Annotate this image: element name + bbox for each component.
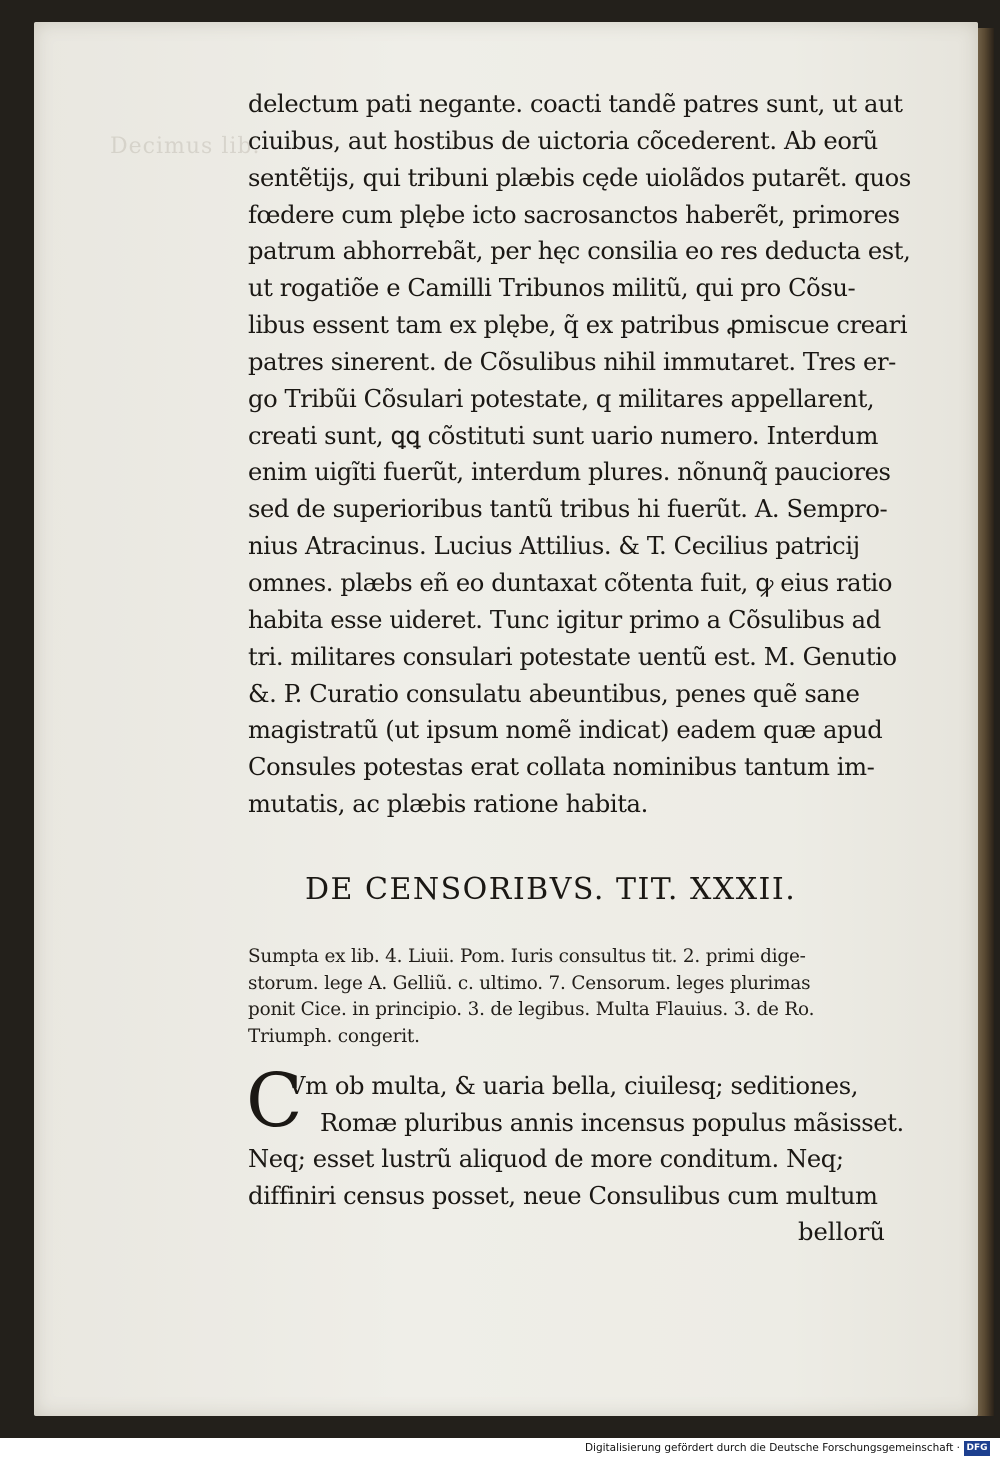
- text-line: delectum pati negante. coacti tandẽ patres sunt, ut aut: [248, 90, 903, 118]
- text-line: patrum abhorrebãt, per hęc consilia eo res deducta est,: [248, 237, 911, 266]
- text-line: &. P. Curatio consulatu abeuntibus, penes quẽ sane: [248, 679, 860, 708]
- section-text: [248, 1068, 918, 1214]
- note-line: Sumpta ex lib. 4. Liuii. Pom. Iuris consultus tit. 2. primi dige-: [248, 946, 806, 967]
- text-line: patres sinerent. de Cõsulibus nihil immutaret. Tres er-: [248, 347, 896, 376]
- catchword: bellorũ: [798, 1218, 885, 1246]
- note-line: storum. lege A. Gelliũ. c. ultimo. 7. Censorum. leges plurimas: [248, 972, 811, 994]
- text-line: Consules potestas erat collata nominibus tantum im-: [248, 753, 875, 782]
- text-line: creati sunt, ꝗꝗ cõstituti sunt uario numero. Interdum: [248, 421, 878, 450]
- text-line: libus essent tam ex plębe, q̃ ex patribus ꝓmiscue creari: [248, 311, 908, 340]
- text-line: enim uigĩti fuerũt, interdum plures. nõnunq̃ pauciores: [248, 458, 891, 487]
- main-text: [248, 86, 918, 823]
- text-line: go Tribũi Cõsulari potestate, q militares appellarent,: [248, 384, 875, 413]
- bleed-through-line: Decimus lib.: [110, 134, 261, 159]
- text-line: habita esse uideret. Tunc igitur primo a Cõsulibus ad: [248, 605, 881, 634]
- drop-cap: C: [246, 1058, 303, 1144]
- source-note: [248, 944, 918, 1050]
- text-line: omnes. plæbs eñ eo duntaxat cõtenta fuit, ꝙ eius ratio: [248, 568, 893, 597]
- text-line: tri. militares consulari potestate uentũ est. M. Genutio: [248, 642, 897, 671]
- text-line: ciuibus, aut hostibus de uictoria cõcederent. Ab eorũ: [248, 126, 878, 155]
- text-line: magistratũ (ut ipsum nomẽ indicat) eadem quæ apud: [248, 716, 883, 745]
- note-line: Triumph. congerit.: [248, 1025, 420, 1047]
- note-line: ponit Cice. in principio. 3. de legibus. Multa Flauius. 3. de Ro.: [248, 999, 815, 1020]
- text-line: nius Atracinus. Lucius Attilius. & T. Cecilius patricij: [248, 532, 860, 561]
- text-line: sed de superioribus tantũ tribus hi fuerũt. A. Sempro-: [248, 495, 888, 524]
- text-line: diffiniri census posset, neue Consulibus cum multum: [248, 1181, 878, 1210]
- text-line: ut rogatiõe e Camilli Tribunos militũ, qui pro Cõsu-: [248, 274, 856, 303]
- dfg-logo-icon: DFG: [964, 1441, 990, 1456]
- text-line: Romæ pluribus annis incensus populus mãsisset.: [320, 1108, 904, 1137]
- text-line: fœdere cum plębe icto sacrosanctos haberẽt, primores: [248, 200, 900, 229]
- funding-credit: Digitalisierung gefördert durch die Deutsche Forschungsgemeinschaft ·: [584, 1442, 960, 1454]
- text-line: Vm ob multa, & uaria bella, ciuilesq; seditiones,: [288, 1072, 859, 1100]
- text-line: sentẽtijs, qui tribuni plæbis cęde uiolãdos putarẽt. quos: [248, 163, 911, 192]
- text-line: Neq; esset lustrũ aliquod de more conditum. Neq;: [248, 1145, 844, 1173]
- section-heading: DE CENSORIBVS. TIT. XXXII.: [305, 872, 797, 907]
- text-line: mutatis, ac plæbis ratione habita.: [248, 790, 648, 819]
